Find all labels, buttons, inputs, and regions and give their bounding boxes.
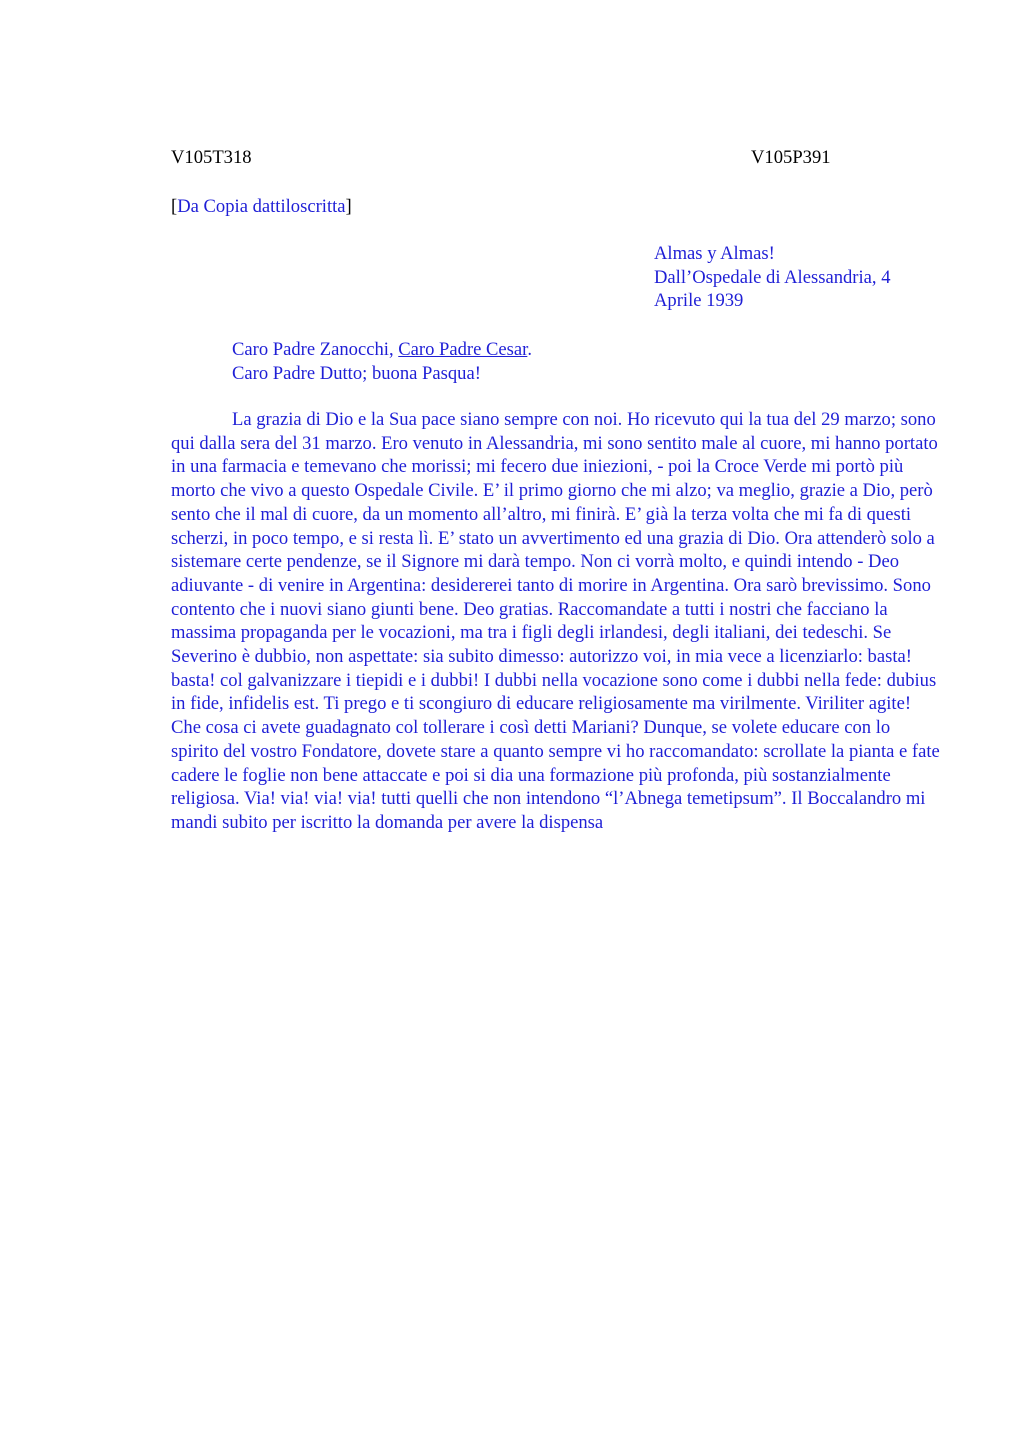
dateline-place: Dall’Ospedale di Alessandria, 4 — [654, 266, 891, 288]
source-note — [171, 195, 352, 219]
letter-body: La grazia di Dio e la Sua pace siano sempre con noi. Ho ricevuto qui la tua del 29 marzo; sono qui dalla sera del 31 marzo. Ero venuto in Alessandria, mi sono sentito male al cuore, mi hanno portato in una farmacia e temevano che morissi; mi fecero due iniezioni, - poi la Croce Verde mi portò più morto che vivo a questo Ospedale Civile. E’ il primo giorno che mi alzo; va meglio, grazie a Dio, però sento che il mal di cuore, da un momento all’altro, mi finirà. E’ già la terza volta che mi fa di questi scherzi, in poco tempo, e si resta lì. E’ stato un avvertimento ed una grazia di Dio. Ora attenderò solo a sistemare certe pendenze, se il Signore mi darà tempo. Non ci vorrà molto, e quindi intendo - Deo adiuvante - di venire in Argentina: desidererei tanto di morire in Argentina. Ora sarò brevissimo. Sono contento che i nuovi siano giunti bene. Deo gratias. Raccomandate a tutti i nostri che facciano la massima propaganda per le vocazioni, ma tra i figli degli irlandesi, degli italiani, dei tedeschi. Se Severino è dubbio, non aspettate: sia subito dimesso: autorizzo voi, in mia vece a licenziarlo: basta! basta! col galvanizzare i tiepidi e i dubbi! I dubbi nella vocazione sono come i dubbi nella fede: dubius in fide, infidelis est. Ti prego e ti scongiuro di educare religiosamente ma virilmente. Viriliter agite! Che cosa ci avete guadagnato col tollerare i così detti Mariani? Dunque, se volete educare con lo spirito del vostro Fondatore, dovete stare a quanto sempre vi ho raccomandato: scrollate la pianta e fate cadere le foglie non bene attaccate e poi si dia una formazione più profonda, più sostanzialmente religiosa. Via! via! via! via! tutti quelli che non intendono “l’Abnega temetipsum”. Il Boccalandro mi mandi subito per iscritto la domanda per avere la dispensa — [171, 409, 940, 833]
greeting-line-1 — [232, 338, 932, 362]
greeting-recipient-2: Caro Padre Cesar — [398, 339, 528, 360]
document-code-right: V105P391 — [751, 147, 831, 168]
greeting — [232, 338, 932, 385]
dateline-date: Aprile 1939 — [654, 290, 744, 312]
document-code-left: V105T318 — [171, 147, 252, 168]
dateline-motto: Almas y Almas! — [654, 243, 775, 264]
dateline — [654, 242, 944, 313]
greeting-period: . — [527, 339, 532, 360]
source-open-bracket: [ — [171, 196, 178, 217]
greeting-recipient-1: Caro Padre Zanocchi, — [232, 339, 399, 360]
source-close-bracket: ] — [345, 196, 352, 217]
source-label: Da Copia dattiloscritta — [177, 196, 346, 217]
greeting-line-2: Caro Padre Dutto; buona Pasqua! — [232, 362, 481, 384]
